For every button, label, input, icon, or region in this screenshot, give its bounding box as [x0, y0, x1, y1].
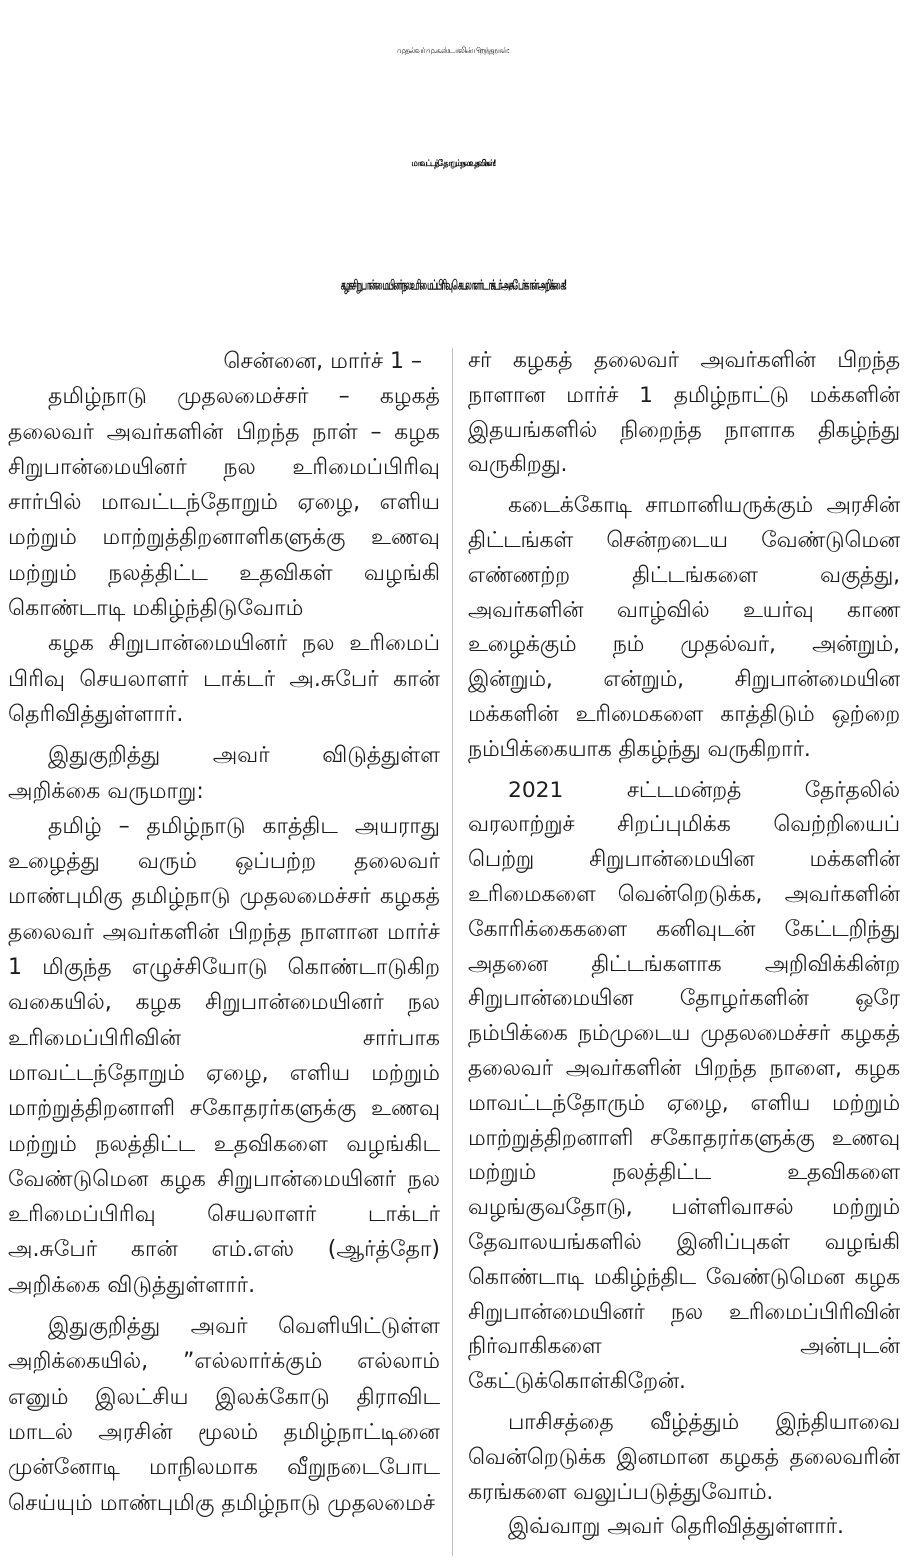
- article-subheadline: கழக சிறுபான்மையினர் நல உரிமைப் பிரிவு செயலாளர் டாக்டர் அ.சுபேர்கான் அறிக்கை!: [340, 277, 566, 293]
- article-dateline: சென்னை, மார்ச் 1 –: [223, 349, 422, 374]
- article-column-left: [8, 344, 440, 1560]
- article-paragraph: கடைக்கோடி சாமானியருக்கும் அரசின் திட்டங்கள் சென்றடைய வேண்டுமென எண்ணற்ற திட்டங்களை வகுத்து, அவர்களின் வாழ்வில் உயர்வு காண உழைக்கும் நம் முதல்வர், அன்றும், இன்றும், என்றும், சிறுபான்மையின மக்களின் உரிமைகளை காத்திடும் ஒற்றை நம்பிக்கையாக திகழ்ந்து வருகிறார்.: [468, 493, 900, 762]
- article-paragraph: இதுகுறித்து அவர் விடுத்துள்ள அறிக்கை வருமாறு:: [8, 743, 440, 804]
- article-paragraph: தமிழ் – தமிழ்நாடு காத்திட அயராது உழைத்து வரும் ஒப்பற்ற தலைவர் மாண்புமிகு தமிழ்நாடு முதலமைச்சர் கழகத் தலைவர் அவர்களின் பிறந்த நாளான மார்ச் 1 மிகுந்த எழுச்சியோடு கொண்டாடுகிற வகையில், கழக சிறுபான்மையினர் நல உரிமைப்பிரிவின் சார்பாக மாவட்டந்தோறும் ஏழை, எளிய மற்றும் மாற்றுத்திறனாளி சகோதரர்களுக்கு உணவு மற்றும் நலத்திட்ட உதவிகளை வழங்கிட வேண்டுமென கழக சிறுபான்மையினர் நல உரிமைப்பிரிவு செயலாளர் டாக்டர் அ.சுபேர் கான் எம்.எஸ் (ஆர்த்தோ) அறிக்கை விடுத்துள்ளார்.: [8, 813, 440, 1298]
- article-paragraph: பாசிசத்தை வீழ்த்தும் இந்தியாவை வென்றெடுக்க இனமான கழகத் தலைவரின் கரங்களை வலுப்படுத்துவோம்.: [468, 1409, 900, 1505]
- column-divider: [452, 348, 453, 1556]
- article-column-right: [468, 344, 900, 1560]
- article-headline: மாவட்டந்தோறும் நல உதவிகள்!: [411, 158, 495, 169]
- article-paragraph: இதுகுறித்து அவர் வெளியிட்டுள்ள அறிக்கையில், ”எல்லார்க்கும் எல்லாம் எனும் இலட்சிய இலக்கோடு திராவிட மாடல் அரசின் மூலம் தமிழ்நாட்டினை முன்னோடி மாநிலமாக வீறுநடைபோட செய்யும் மாண்புமிகு தமிழ்நாடு முதலமைச்: [8, 1314, 440, 1516]
- article-kicker: முதல்வர் மு.க.ஸ்டாலின் பிறந்தநாள்:: [396, 46, 510, 55]
- article-paragraph: சர் கழகத் தலைவர் அவர்களின் பிறந்த நாளான மார்ச் 1 தமிழ்நாட்டு மக்களின் இதயங்களில் நிறைந்த நாளாக திகழ்ந்து வருகிறது.: [468, 348, 900, 478]
- article-paragraph: 2021 சட்டமன்றத் தேர்தலில் வரலாற்றுச் சிறப்புமிக்க வெற்றியைப் பெற்று சிறுபான்மையின மக்களின் உரிமைகளை வென்றெடுக்க, அவர்களின் கோரிக்கைகளை கனிவுடன் கேட்டறிந்து அதனை திட்டங்களாக அறிவிக்கின்ற சிறுபான்மையின தோழர்களின் ஒரே நம்பிக்கை நம்முடைய முதலமைச்சர் கழகத் தலைவர் அவர்களின் பிறந்த நாளை, கழக மாவட்டந்தோரும் ஏழை, எளிய மற்றும் மாற்றுத்திறனாளி சகோதரர்களுக்கு உணவு மற்றும் நலத்திட்ட உதவிகளை வழங்குவதோடு, பள்ளிவாசல் மற்றும் தேவாலயங்களில் இனிப்புகள் வழங்கி கொண்டாடி மகிழ்ந்திட வேண்டுமென கழக சிறுபான்மையினர் நல உரிமைப்பிரிவின் நிர்வாகிகளை அன்புடன் கேட்டுக்கொள்கிறேன்.: [468, 777, 900, 1395]
- article-paragraph: கழக சிறுபான்மையினர் நல உரிமைப் பிரிவு செயலாளர் டாக்டர் அ.சுபேர் கான் தெரிவித்துள்ளார்.: [8, 631, 440, 727]
- article-paragraph: இவ்வாறு அவர் தெரிவித்துள்ளார்.: [508, 1514, 844, 1540]
- article-paragraph: தமிழ்நாடு முதலமைச்சர் – கழகத் தலைவர் அவர்களின் பிறந்த நாள் – கழக சிறுபான்மையினர் நல உரிமைப்பிரிவு சார்பில் மாவட்டந்தோறும் ஏழை, எளிய மற்றும் மாற்றுத்திறனாளிகளுக்கு உணவு மற்றும் நலத்திட்ட உதவிகள் வழங்கி கொண்டாடி மகிழ்ந்திடுவோம்: [8, 384, 440, 622]
